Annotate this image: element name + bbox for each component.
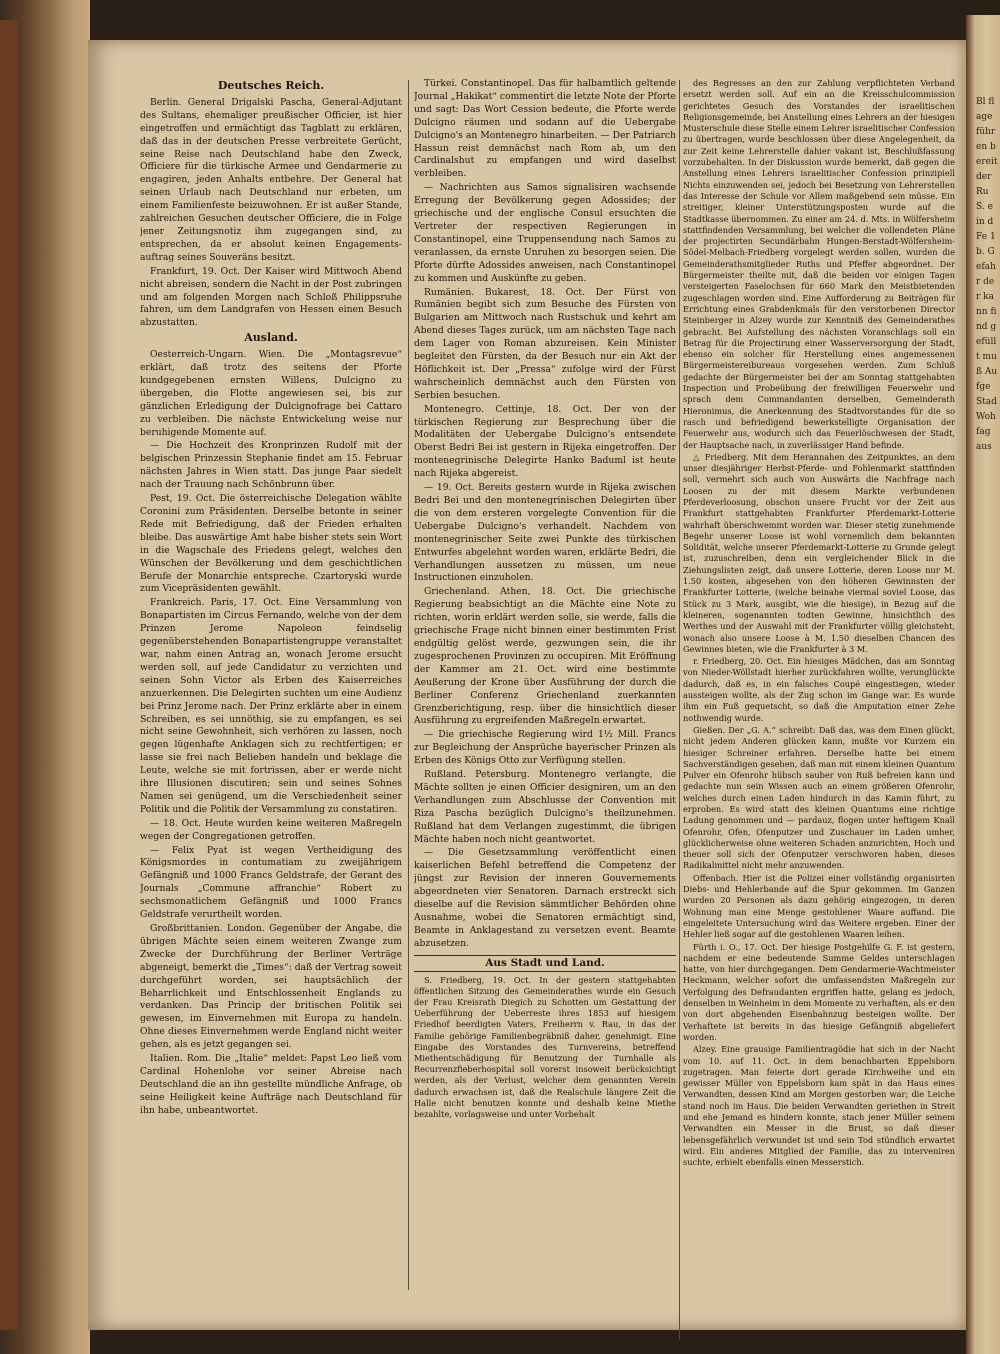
book-page-edges-left bbox=[0, 0, 90, 1354]
column-rule-1 bbox=[408, 80, 409, 1290]
article-giessen: Gießen. Der „G. A.“ schreibt: Daß das, was dem Einen glückt, nicht jedem Anderen glücken kann, mußte vor Kurzem ein hiesiger Schreiner erfahren. Derselbe hatte bei einem Sachverständigen gesehen, daß man mit einem kleinen Quantum Pulver ein Ofenrohr hübsch sauber von Ruß befreien kann und gedachte nun sein Wissen auch an einem größeren Ofenrohr, welches durch einen Laden hindurch in das Kamin führt, zu erproben. Es wird statt des kleinen Quantums eine richtige Ladung genommen und — pardauz, flogen unter heftigem Knall Ofenrohr, Ofen, Ofenputzer und Zuschauer im Laden umher, glücklicherweise ohne weiteren Schaden anzurichten, Hoch und theuer soll sich der Ofenputzer verschworen haben, dieses Radikalmittel nicht mehr anzuwenden. bbox=[683, 724, 955, 871]
article-russland: Rußland. Petersburg. Montenegro verlangte, die Mächte sollten je einen Officier designiren, um an den Verhandlungen zum Abschlusse der Convention mit Riza Pascha bezüglich Dulcigno's theilzunehmen. Rußland hat dem Verlangen zugestimmt, die übrigen Mächte haben noch nicht geantwortet. bbox=[414, 769, 676, 845]
article-montenegro: Montenegro. Cettinje, 18. Oct. Der von der türkischen Regierung zur Besprechung über die Modalitäten der Uebergabe Dulcigno's entsendete Oberst Bedri Bei ist gestern in Rijeka eingetroffen. Der montenegrinische Delegirte Hanko Baduml ist heute nach Rijeka abgereist. bbox=[414, 403, 676, 480]
facing-page-text: Bl flage führen bereit der Ru S. e in d Fe 1b. Gefahr der kann find gefüllt muß Aufge Stad Woh fag aus bbox=[976, 97, 998, 452]
article-samos: — Nachrichten aus Samos signalisiren wachsende Erregung der Bevölkerung gegen Adossides; der griechische und der englische Consul ersuchten die Vertreter der respectiven Regierungen in Constantinopel, eine Truppensendung nach Samos zu veranlassen, da ernste Unruhen zu besorgen seien. Die Pforte dürfte Adossides anweisen, nach Constantinopel zu kommen und Auskünfte zu geben. bbox=[414, 182, 676, 284]
article-tuerkei: Türkei. Constantinopel. Das für halbamtlich geltende Journal „Hakikat“ commentirt die letzte Note der Pforte und sagt: Das Wort Cession bedeute, die Pforte werde Dulcigno räumen und sodann auf die Uebergabe Dulcigno's an Montenegro hinarbeiten. — Der Patriarch Hassun reist demnächst nach Rom ab, um den Cardinalshut zu empfangen und wird daselbst verbleiben. bbox=[414, 78, 676, 180]
article-grossbritannien: Großbrittanien. London. Gegenüber der Angabe, die übrigen Mächte seien einem weiteren Zwange zum Zwecke der Durchführung der Berliner Verträge abgeneigt, bemerkt die „Times“: daß der Vertrag soweit durchgeführt worden, sei hauptsächlich der Beharrlichkeit und Entschlossenheit Englands zu verdanken. Das Princip der britischen Politik sei gewesen, im Einvernehmen mit Europa zu handeln. Ohne dieses Einvernehmen werde England nicht weiter gehen, als es jetzt gegangen sei. bbox=[140, 923, 402, 1051]
article-griechenland: Griechenland. Athen, 18. Oct. Die griechische Regierung beabsichtigt an die Mächte eine Note zu richten, worin erklärt werden solle, sie werde, falls die griechische Frage nicht binnen einer bestimmten Frist endgültig gelöst werde, gezwungen sein, die ihr zugesprochenen Provinzen zu occupiren. Mit Eröffnung der Kammer am 21. Oct. wird eine bestimmte Aeußerung der Krone über Ausführung der durch die Berliner Conferenz Griechenland zuerkannten Grenzberichtigung, resp. über die hinsichtlich dieser Ausführung zu ergreifenden Maßregeln erwartet. bbox=[414, 586, 676, 727]
article-friedberg-19: S. Friedberg, 19. Oct. In der gestern stattgehabten öffentlichen Sitzung des Gemeinderathes wurde ein Gesuch der Frau Kreisrath Diegich zu Schotten um Gestattung der Ueberführung der Ueberreste ihres 1853 auf hiesigem Friedhof beerdigten Vaters, Freiherrn v. Rau, in das der Familie gehörige Familienbegräbniß daher, genehmigt. Eine Eingabe des Vorstandes des Turnvereins, betreffend Miethentschädigung für Benutzung der Turnhalle als Recurrenzfieberhospital soll vorerst insoweit berücksichtigt werden, als der Verlust, welcher dem genannten Verein dadurch erwachsen ist, daß die Realschule längere Zeit die Halle nicht benutzen konnte und deshalb keine Miethe bezahlte, vorlagsweise und unter Vorbehalt bbox=[414, 974, 676, 1120]
facing-page-edge bbox=[966, 15, 1000, 1354]
article-gesetzsammlung: — Die Gesetzsammlung veröffentlicht einen kaiserlichen Befehl betreffend die Competenz der jüngst zur Revision der inneren Gouvernements abgeordneten vier Senatoren. Darnach erstreckt sich dieselbe auf die Revision sämmtlicher Behörden ohne Ausnahme, wobei die Senatoren ermächtigt sind, Beamte in Anklagestand zu versetzen event. Beamte abzusetzen. bbox=[414, 847, 676, 949]
article-regress: des Regresses an den zur Zahlung verpflichteten Verband ersetzt werden soll. Auf ein an die Kreisschulcommission gerichtetes Gesuch des Vorstandes der israelitischen Religionsgemeinde, bei Anstellung eines Lehrers an der hiesigen Musterschule diese Stelle einem Lehrer israelitischer Confession zu übertragen, wurde beschlossen über diese Angelegenheit, da zur Zeit keine Lehrerstelle dahier vakant ist, Beschlußfassung vorzubehalten. In der Diskussion wurde bemerkt, daß gegen die Anstellung eines Lehrers israelitischer Confession prinzipiell Nichts einzuwenden sei, jedoch bei Besetzung von Lehrerstellen das Interesse der Schule vor Allem maßgebend sein müsse. Ein streitiger, kleiner Unterstützungsposten wurde auf die Stadtkasse übernommen. Zu einer am 24. d. Mts. in Wölfersheim stattfindenden Versammlung, bei welcher die vollendeten Pläne der projectirten Secundärbahn Hungen-Berstadt-Wölfersheim-Södel-Melbach-Friedberg vorgelegt werden sollen, wurden die Gemeinderathsmitglieder Ruths und Pfeffer abgeordnet. Der Bürgermeister theilte mit, daß die beiden vor einigen Tagen versteigerten Faselochsen für 660 Mark den Meistbietenden zugeschlagen worden sind. Eine Aufforderung zu Beiträgen für Errichtung eines Grabdenkmals für den verstorbenen Director Steinberger in Alzey wurde zur Kenntniß des Gemeinderathes gebracht. Bei Aufstellung des nächsten Voranschlags soll ein Betrag für die Projectirung einer Wasserversorgung der Stadt, ebenso ein solcher für Herstellung eines angemessenen Bürgermeistereibureaus vorgesehen werden. Zum Schluß gedachte der Bürgermeister bei der am Sonntag stattgehabten Inspection und Probeübung der freiwilligen Feuerwehr und sprach dem Commandanten derselben, Gemeinderath Hieronimus, die Anerkennung des Stadtvorstandes für die so rasch und befriedigend bewerkstelligte Organisation der Feuerwehr aus, wodurch sich das Feuerlöschwesen der Stadt, der Hauptsache nach, in zuverlässiger Hand befinde. bbox=[683, 78, 955, 450]
column-rule-2 bbox=[679, 80, 680, 1340]
article-oesterreich: Oesterreich-Ungarn. Wien. Die „Montagsrevue“ erklärt, daß trotz des seitens der Pforte kundgegebenen ernsten Willens, Dulcigno zu übergeben, die Flotte angewiesen sei, bis zur gänzlichen Erledigung der Dulcignofrage bei Cattaro zu verbleiben. Die nächste Entwickelung weise nur beruhigende Momente auf. bbox=[140, 349, 402, 438]
article-montenegro-19: — 19. Oct. Bereits gestern wurde in Rijeka zwischen Bedri Bei und den montenegrinischen Delegirten über die von dem ersteren vorgelegte Convention für die Uebergabe Dulcigno's verhandelt. Nachdem von montenegrinischer Seite zwei Punkte des türkischen Entwurfes abgelehnt worden waren, erklärte Bedri, die Verhandlungen aussetzen zu müssen, um neue Instructionen einzuholen. bbox=[414, 482, 676, 584]
article-pyat: — Felix Pyat ist wegen Vertheidigung des Königsmordes in contumatiam zu zweijährigem Gefängniß und 1000 Francs Geldstrafe, der Gerant des Journals „Commune affranchie“ Robert zu sechsmonatlichem Gefängniß und 1000 Francs Geldstrafe verurtheilt worden. bbox=[140, 844, 402, 921]
article-friedberg-markt: △ Friedberg. Mit dem Herannahen des Zeitpunktes, an dem unser diesjähriger Herbst-Pferde- und Fohlenmarkt stattfinden soll, vermehrt sich auch von Auswärts die Nachfrage nach Loosen zu der mit diesem Markte verbundenen Pferdeverloosung, obschon unsere Frucht vor der Zeit aus Frankfurt stattgehabten Frankfurter Pferdemarkt-Lotterie wahrhaft überschwemmt worden war. Dieser stetig zunehmende Begehr unserer Loose ist wohl vornemlich dem bekannten Solidität, welche unserer Pferdemarkt-Lotterie zu Grunde gelegt ist, zuzuschreiben, denn ein vergleichender Blick in die Ziehungslisten zeigt, daß unsere Lotterie, deren Loose nur M. 1.50 kosten, abgesehen von den höheren Gewinnsten der Frankfurter Lotterie, (welche beinahe viermal soviel Loose, das Stück zu 3 Mark, ausgibt, wie die hiesige), in Bezug auf die kleineren, sogenannten todten Gewinne, hinsichtlich des Werthes und der Auswahl mit der Frankfurter völlig gleichsteht, wonach also unsere Loose à M. 1.50 dieselben Chancen des Gewinnes bieten, wie die Frankfurter à 3 M. bbox=[683, 451, 955, 654]
article-hochzeit: — Die Hochzeit des Kronprinzen Rudolf mit der belgischen Prinzessin Stephanie findet am 15. Februar nächsten Jahres in Wien statt. Das junge Paar siedelt nach der Trauung nach Schönbrunn über. bbox=[140, 440, 402, 491]
heading-ausland: Ausland. bbox=[244, 331, 298, 345]
article-pest: Pest, 19. Oct. Die österreichische Delegation wählte Coronini zum Präsidenten. Derselbe betonte in seiner Rede mit Befriedigung, daß der Frieden erhalten bleibe. Das auswärtige Amt habe bisher stets sein Wort in die Wagschale des Friedens gelegt, welches den Wünschen der Bevölkerung und dem geschichtlichen Berufe der Monarchie entspreche. Czartoryski wurde zum Vicepräsidenten gewählt. bbox=[140, 493, 402, 595]
article-frankreich: Frankreich. Paris, 17. Oct. Eine Versammlung von Bonapartisten im Circus Fernando, welche von der dem Prinzen Jerome Napoleon feindselig gegenüberstehenden Bonapartistengruppe veranstaltet war, nahm einen Antrag an, wonach Jerome ersucht werden soll, auf jede Candidatur zu verzichten und seinen Sohn Victor als Erben des Kaiserreiches anzuerkennen. Die Delegirten suchten um eine Audienz bei Prinz Jerome nach. Der Prinz erklärte aber in einem Schreiben, es sei unnöthig, sie zu empfangen, es sei nicht seine Gewohnheit, sich verhören zu lassen, noch gegen lügenhafte Anklagen sich zu rechtfertigen; er lasse sie frei nach Belieben handeln und beklage die Leute, welche sie mit fortrissen, aber er werde nicht ihre Illusionen discutiren; sein und seines Sohnes Namen sei genügend, um die Verschiedenheit seiner Politik und die Politik der Versammlung zu constatiren. bbox=[140, 597, 402, 815]
column-1 bbox=[140, 78, 402, 1288]
column-3 bbox=[683, 78, 955, 1338]
article-fuerth: Fürth i. O., 17. Oct. Der hiesige Postgehilfe G. F. ist gestern, nachdem er eine bedeutende Summe Geldes unterschlagen hatte, von hier durchgegangen. Dem Gendarmerie-Wachtmeister Heckmann, welcher sofort die umfassendsten Maßregeln zur Verfolgung des Defraudanten ergriffen hatte, gelang es jedoch, denselben in Weinheim in dem Momente zu verhaften, als er den von dort abgehenden Eisenbahnzug besteigen wollte. Der Verhaftete ist bereits in das hiesige Gefängniß abgeliefert worden. bbox=[683, 941, 955, 1042]
article-alzey: Alzey. Eine grausige Familientragödie hat sich in der Nacht vom 10. auf 11. Oct. in dem benachbarten Eppelsborn zugetragen. Man feierte dort gerade Kirchweihe und ein gewisser Müller von Eppelsborn kam spät in das Haus eines Verwandten, dessen Kind am Morgen gestorben war; die Leiche stand noch im Haus. Die beiden Verwandten geriethen in Streit und ehe Jemand es hindern konnte, stach jener Müller seinem Verwandten ein Messer in die Brust, so daß dieser lebensgefährlich verwundet ist und sein Tod stündlich erwartet wird. Ein anderes Mitglied der Familie, das zu interveniren suchte, erhielt ebenfalls einen Messerstich. bbox=[683, 1044, 955, 1168]
article-griechenland-mill: — Die griechische Regierung wird 1½ Mill. Francs zur Begleichung der Ansprüche bayerischer Prinzen als Erben des Königs Otto zur Verfügung stellen. bbox=[414, 729, 676, 767]
heading-deutsches-reich: Deutsches Reich. bbox=[217, 79, 325, 92]
article-berlin: Berlin. General Drigalski Pascha, General-Adjutant des Sultans, ehemaliger preußischer Officier, ist hier eingetroffen und ermächtigt das Tagblatt zu erklären, daß das in der deutschen Presse verbreitete Gerücht, seine Reise nach Deutschland habe den Zweck, Officiere für die türkische Armee und Gendarmerie zu engagiren, jeden Anhalts entbehre. Der General hat seinen Urlaub nach Deutschland nur erbeten, um einem Familienfeste beizuwohnen. Er ist außer Stande, zahlreichen Gesuchen deutscher Officiere, die in Folge jener Zeitungsnotiz ihm zugegangen sind, zu entsprechen, da er absolut keinen Engagements-auftrag seines Souveräns besitzt. bbox=[140, 96, 402, 263]
article-paris-18: — 18. Oct. Heute wurden keine weiteren Maßregeln wegen der Congregationen getroffen. bbox=[140, 817, 402, 842]
heading-aus-stadt-und-land: Aus Stadt und Land. bbox=[414, 955, 676, 972]
article-italien: Italien. Rom. Die „Italie“ meldet: Papst Leo ließ vom Cardinal Hohenlohe vor seiner Abreise nach Deutschland die an ihn gestellte mündliche Anfrage, ob seine Heiligkeit keine Aufträge nach Deutschland für ihn habe, unbeantwortet. bbox=[140, 1053, 402, 1116]
article-frankfurt: Frankfurt, 19. Oct. Der Kaiser wird Mittwoch Abend nicht abreisen, sondern die Nacht in der Post zubringen und am folgenden Morgen nach Schloß Philippsruhe fahren, um dem Landgrafen von Hessen einen Besuch abzustatten. bbox=[140, 265, 402, 329]
column-2 bbox=[414, 78, 676, 1288]
book-cover-edge bbox=[0, 20, 18, 1330]
article-rumaenien: Rumänien. Bukarest, 18. Oct. Der Fürst von Rumänien begibt sich zum Besuche des Fürsten von Bulgarien am Mittwoch nach Rustschuk und kehrt am Abend dieses Tages zurück, um am nächsten Tage nach dem Lager von Roman abzureisen. Kein Minister begleitet den Fürsten, da der Besuch nur ein Akt der Höflichkeit ist. Der „Pressa“ zufolge wird der Fürst wahrscheinlich demnächst auch den Fürsten von Serbien besuchen. bbox=[414, 286, 676, 401]
article-offenbach: Offenbach. Hier ist die Polizei einer vollständig organisirten Diebs- und Hehlerbande auf die Spur gekommen. Im Ganzen wurden 20 Personen als dazu gehörig eingezogen, in deren Wohnung man eine Menge gestohlener Waare auffand. Die eingeleitete Untersuchung wird das Weitere ergeben. Einer der Hehler ließ sogar auf die gestohlenen Waaren leihen. bbox=[683, 872, 955, 940]
article-friedberg-20: r. Friedberg, 20. Oct. Ein hiesiges Mädchen, das am Sonntag von Nieder-Wöllstadt hierher zurückfahren wollte, verunglückte dadurch, daß es, in ein falsches Coupé eingestiegen, wieder aussteigen wollte, als der Zug schon im Gange war. Es wurde ihm ein Fuß gequetscht, so daß die Amputation einer Zehe nothwendig wurde. bbox=[683, 656, 955, 723]
